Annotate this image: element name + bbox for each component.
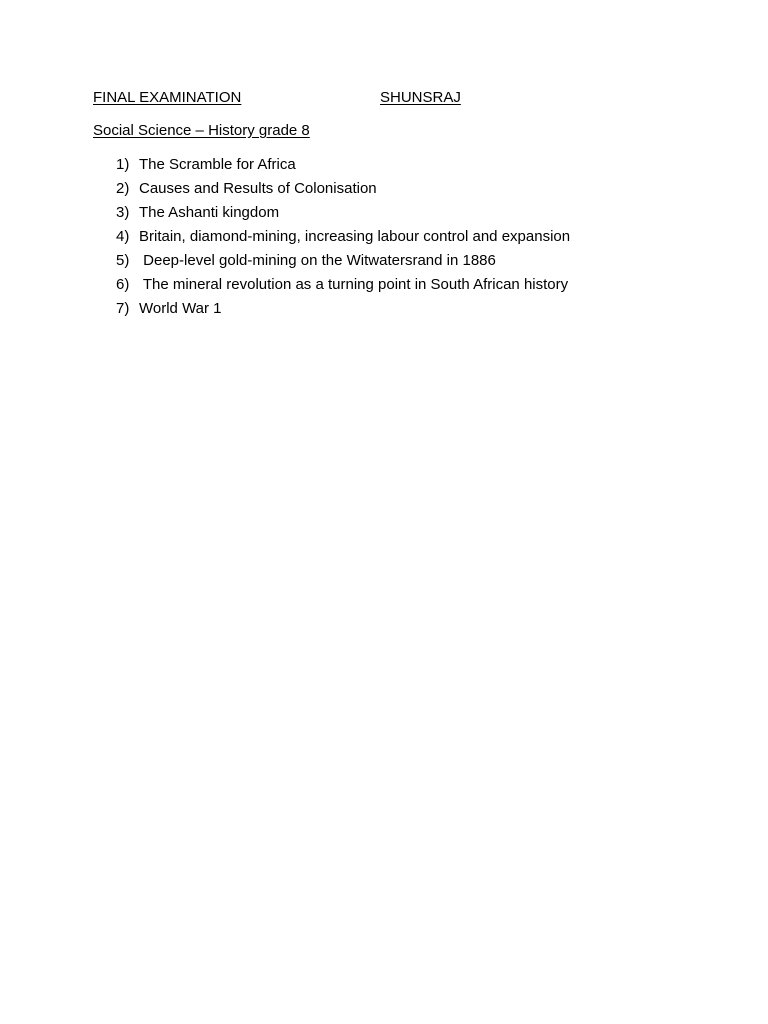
topic-text: Causes and Results of Colonisation [139,180,377,197]
topic-item [116,252,496,270]
topic-number: 7) [116,300,130,317]
topic-number: 6) [116,276,130,293]
topic-item [116,204,279,222]
topic-number: 3) [116,204,130,221]
topic-item [116,180,377,198]
student-name: SHUNSRAJ [380,89,461,106]
topic-item [116,156,296,174]
topic-text: Deep-level gold-mining on the Witwatersrand in 1886 [139,252,496,269]
topic-text: The mineral revolution as a turning point in South African history [139,276,569,293]
subject-heading: Social Science – History grade 8 [93,122,310,139]
topic-text: The Ashanti kingdom [139,204,280,221]
topic-item [116,300,222,318]
topic-text: Britain, diamond-mining, increasing labour control and expansion [139,228,571,245]
topic-text: The Scramble for Africa [139,156,296,173]
topic-number: 5) [116,252,130,269]
topic-number: 1) [116,156,130,173]
exam-title: FINAL EXAMINATION [93,89,242,106]
topic-item [116,228,570,246]
topic-number: 2) [116,180,130,197]
topic-item [116,276,568,294]
topic-text: World War 1 [139,300,222,317]
topic-number: 4) [116,228,130,245]
